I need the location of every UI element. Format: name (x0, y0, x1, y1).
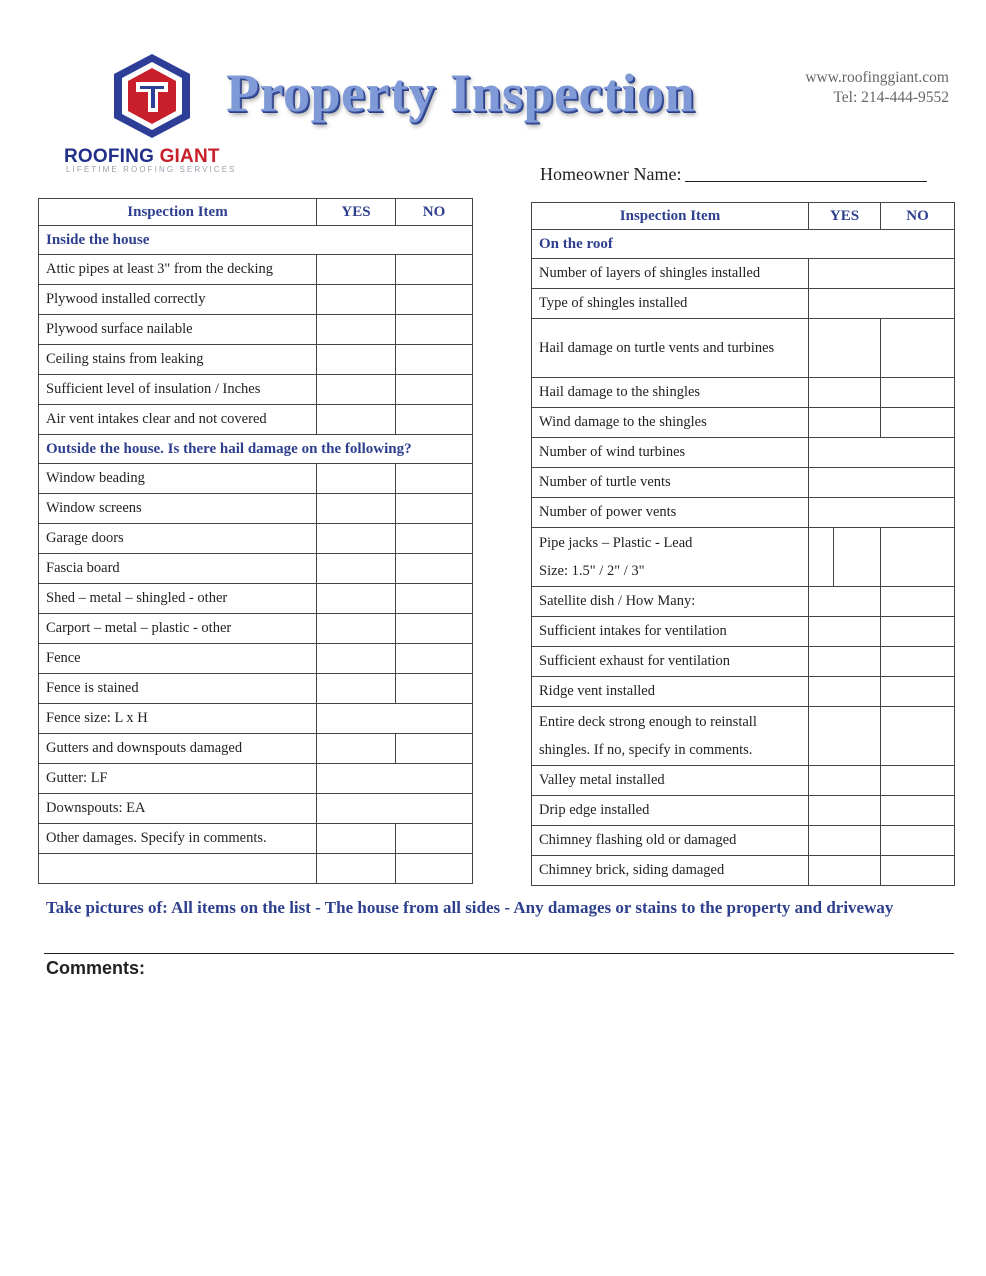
yes-cell[interactable] (317, 584, 396, 614)
yes-cell[interactable] (809, 826, 881, 856)
header-inspection-item: Inspection Item (39, 199, 317, 226)
table-row: Ridge vent installed (532, 677, 955, 707)
comments-label: Comments: (46, 958, 146, 978)
brand-name: ROOFING GIANT (64, 146, 220, 167)
value-cell[interactable] (317, 794, 473, 824)
header-no: NO (396, 199, 473, 226)
table-row: Number of wind turbines (532, 438, 955, 468)
no-cell[interactable] (881, 677, 955, 707)
table-row: Wind damage to the shingles (532, 408, 955, 438)
yes-cell[interactable] (809, 796, 881, 826)
table-row: Drip edge installed (532, 796, 955, 826)
table-row: Plywood surface nailable (39, 315, 473, 345)
comments-divider (44, 953, 954, 954)
table-row: Entire deck strong enough to reinstall shingles. If no, specify in comments. (532, 707, 955, 766)
table-row: Valley metal installed (532, 766, 955, 796)
yes-cell[interactable] (317, 644, 396, 674)
no-cell[interactable] (881, 707, 955, 766)
table-row: Downspouts: EA (39, 794, 473, 824)
no-cell[interactable] (881, 319, 955, 378)
table-row: Chimney brick, siding damaged (532, 856, 955, 886)
table-row: Window beading (39, 464, 473, 494)
roof-inspection-table (531, 202, 955, 886)
blank-item-cell[interactable] (39, 854, 317, 884)
yes-cell[interactable] (317, 285, 396, 315)
yes-cell[interactable] (317, 405, 396, 435)
table-row: Sufficient level of insulation / Inches (39, 375, 473, 405)
header-inspection-item: Inspection Item (532, 203, 809, 230)
section-inside-house: Inside the house (39, 226, 473, 255)
table-row: Shed – metal – shingled - other (39, 584, 473, 614)
section-outside-house: Outside the house. Is there hail damage on the following? (39, 435, 473, 464)
no-cell[interactable] (396, 614, 473, 644)
value-cell[interactable] (809, 289, 955, 319)
no-cell[interactable] (396, 554, 473, 584)
no-cell[interactable] (396, 285, 473, 315)
table-row: Garage doors (39, 524, 473, 554)
value-cell[interactable] (317, 764, 473, 794)
table-row (532, 528, 955, 587)
contact-info (805, 68, 949, 108)
yes-cell[interactable] (809, 378, 881, 408)
yes-cell[interactable] (809, 319, 881, 378)
table-row: Other damages. Specify in comments. (39, 824, 473, 854)
no-cell[interactable] (881, 796, 955, 826)
table-row: Satellite dish / How Many: (532, 587, 955, 617)
yes-cell[interactable] (317, 345, 396, 375)
table-row: Fence size: L x H (39, 704, 473, 734)
table-row: Carport – metal – plastic - other (39, 614, 473, 644)
yes-cell[interactable] (317, 315, 396, 345)
table-row: Ceiling stains from leaking (39, 345, 473, 375)
homeowner-name-field[interactable] (540, 164, 927, 185)
yes-cell[interactable] (809, 617, 881, 647)
pipe-jacks-label: Pipe jacks – Plastic - Lead (539, 535, 693, 551)
no-cell[interactable] (396, 734, 473, 764)
table-row: Type of shingles installed (532, 289, 955, 319)
page-title: Property Inspection (226, 63, 695, 123)
pipe-jack-cell[interactable] (881, 528, 955, 587)
section-on-the-roof: On the roof (532, 230, 955, 259)
table-row: Hail damage on turtle vents and turbines (532, 319, 955, 378)
table-row: Hail damage to the shingles (532, 378, 955, 408)
table-row: Fascia board (39, 554, 473, 584)
yes-cell[interactable] (809, 856, 881, 886)
roofing-giant-logo-icon (112, 52, 192, 140)
pictures-instruction: Take pictures of: All items on the list - The house from all sides - Any damages or stains to the property and driveway (46, 898, 894, 917)
yes-cell[interactable] (809, 766, 881, 796)
yes-cell[interactable] (317, 494, 396, 524)
pipe-jack-cell[interactable] (834, 528, 881, 587)
value-cell[interactable] (317, 704, 473, 734)
yes-cell[interactable] (317, 734, 396, 764)
value-cell[interactable] (809, 498, 955, 528)
no-cell[interactable] (881, 378, 955, 408)
no-cell[interactable] (396, 315, 473, 345)
table-row: Number of power vents (532, 498, 955, 528)
no-cell[interactable] (881, 408, 955, 438)
yes-cell[interactable] (317, 375, 396, 405)
table-row (39, 854, 473, 884)
yes-cell[interactable] (317, 554, 396, 584)
yes-cell[interactable] (809, 587, 881, 617)
value-cell[interactable] (809, 468, 955, 498)
yes-cell[interactable] (317, 255, 396, 285)
table-row: Number of layers of shingles installed (532, 259, 955, 289)
no-cell[interactable] (881, 856, 955, 886)
no-cell[interactable] (881, 766, 955, 796)
no-cell[interactable] (396, 494, 473, 524)
homeowner-label: Homeowner Name: (540, 164, 682, 184)
table-row: Sufficient exhaust for ventilation (532, 647, 955, 677)
website: www.roofinggiant.com (805, 69, 949, 86)
header-yes: YES (317, 199, 396, 226)
table-row: Gutters and downspouts damaged (39, 734, 473, 764)
table-row: Window screens (39, 494, 473, 524)
value-cell[interactable] (809, 259, 955, 289)
table-row: Attic pipes at least 3" from the decking (39, 255, 473, 285)
header-yes: YES (809, 203, 881, 230)
table-row: Plywood installed correctly (39, 285, 473, 315)
yes-cell[interactable] (317, 854, 396, 884)
homeowner-name-line[interactable] (685, 166, 927, 182)
no-cell[interactable] (396, 584, 473, 614)
pipe-jack-cell[interactable] (809, 528, 834, 587)
yes-cell[interactable] (809, 707, 881, 766)
yes-cell[interactable] (809, 647, 881, 677)
yes-cell[interactable] (317, 674, 396, 704)
pipe-jacks-size: Size: 1.5" / 2" / 3" (539, 563, 645, 579)
table-row: Chimney flashing old or damaged (532, 826, 955, 856)
no-cell[interactable] (881, 826, 955, 856)
no-cell[interactable] (396, 464, 473, 494)
yes-cell[interactable] (809, 677, 881, 707)
no-cell[interactable] (396, 524, 473, 554)
table-row: Gutter: LF (39, 764, 473, 794)
no-cell[interactable] (396, 405, 473, 435)
header-no: NO (881, 203, 955, 230)
yes-cell[interactable] (317, 524, 396, 554)
inside-outside-inspection-table (38, 198, 473, 884)
value-cell[interactable] (809, 438, 955, 468)
yes-cell[interactable] (317, 464, 396, 494)
table-row: Air vent intakes clear and not covered (39, 405, 473, 435)
no-cell[interactable] (396, 644, 473, 674)
no-cell[interactable] (396, 345, 473, 375)
no-cell[interactable] (881, 587, 955, 617)
yes-cell[interactable] (809, 408, 881, 438)
yes-cell[interactable] (317, 824, 396, 854)
no-cell[interactable] (396, 375, 473, 405)
table-row: Sufficient intakes for ventilation (532, 617, 955, 647)
no-cell[interactable] (396, 854, 473, 884)
no-cell[interactable] (396, 255, 473, 285)
table-row: Fence (39, 644, 473, 674)
brand-tagline: LIFETIME ROOFING SERVICES (66, 165, 237, 174)
yes-cell[interactable] (317, 614, 396, 644)
table-row: Number of turtle vents (532, 468, 955, 498)
phone: Tel: 214-444-9552 (833, 89, 949, 106)
table-row: Fence is stained (39, 674, 473, 704)
no-cell[interactable] (396, 674, 473, 704)
no-cell[interactable] (396, 824, 473, 854)
no-cell[interactable] (881, 617, 955, 647)
no-cell[interactable] (881, 647, 955, 677)
